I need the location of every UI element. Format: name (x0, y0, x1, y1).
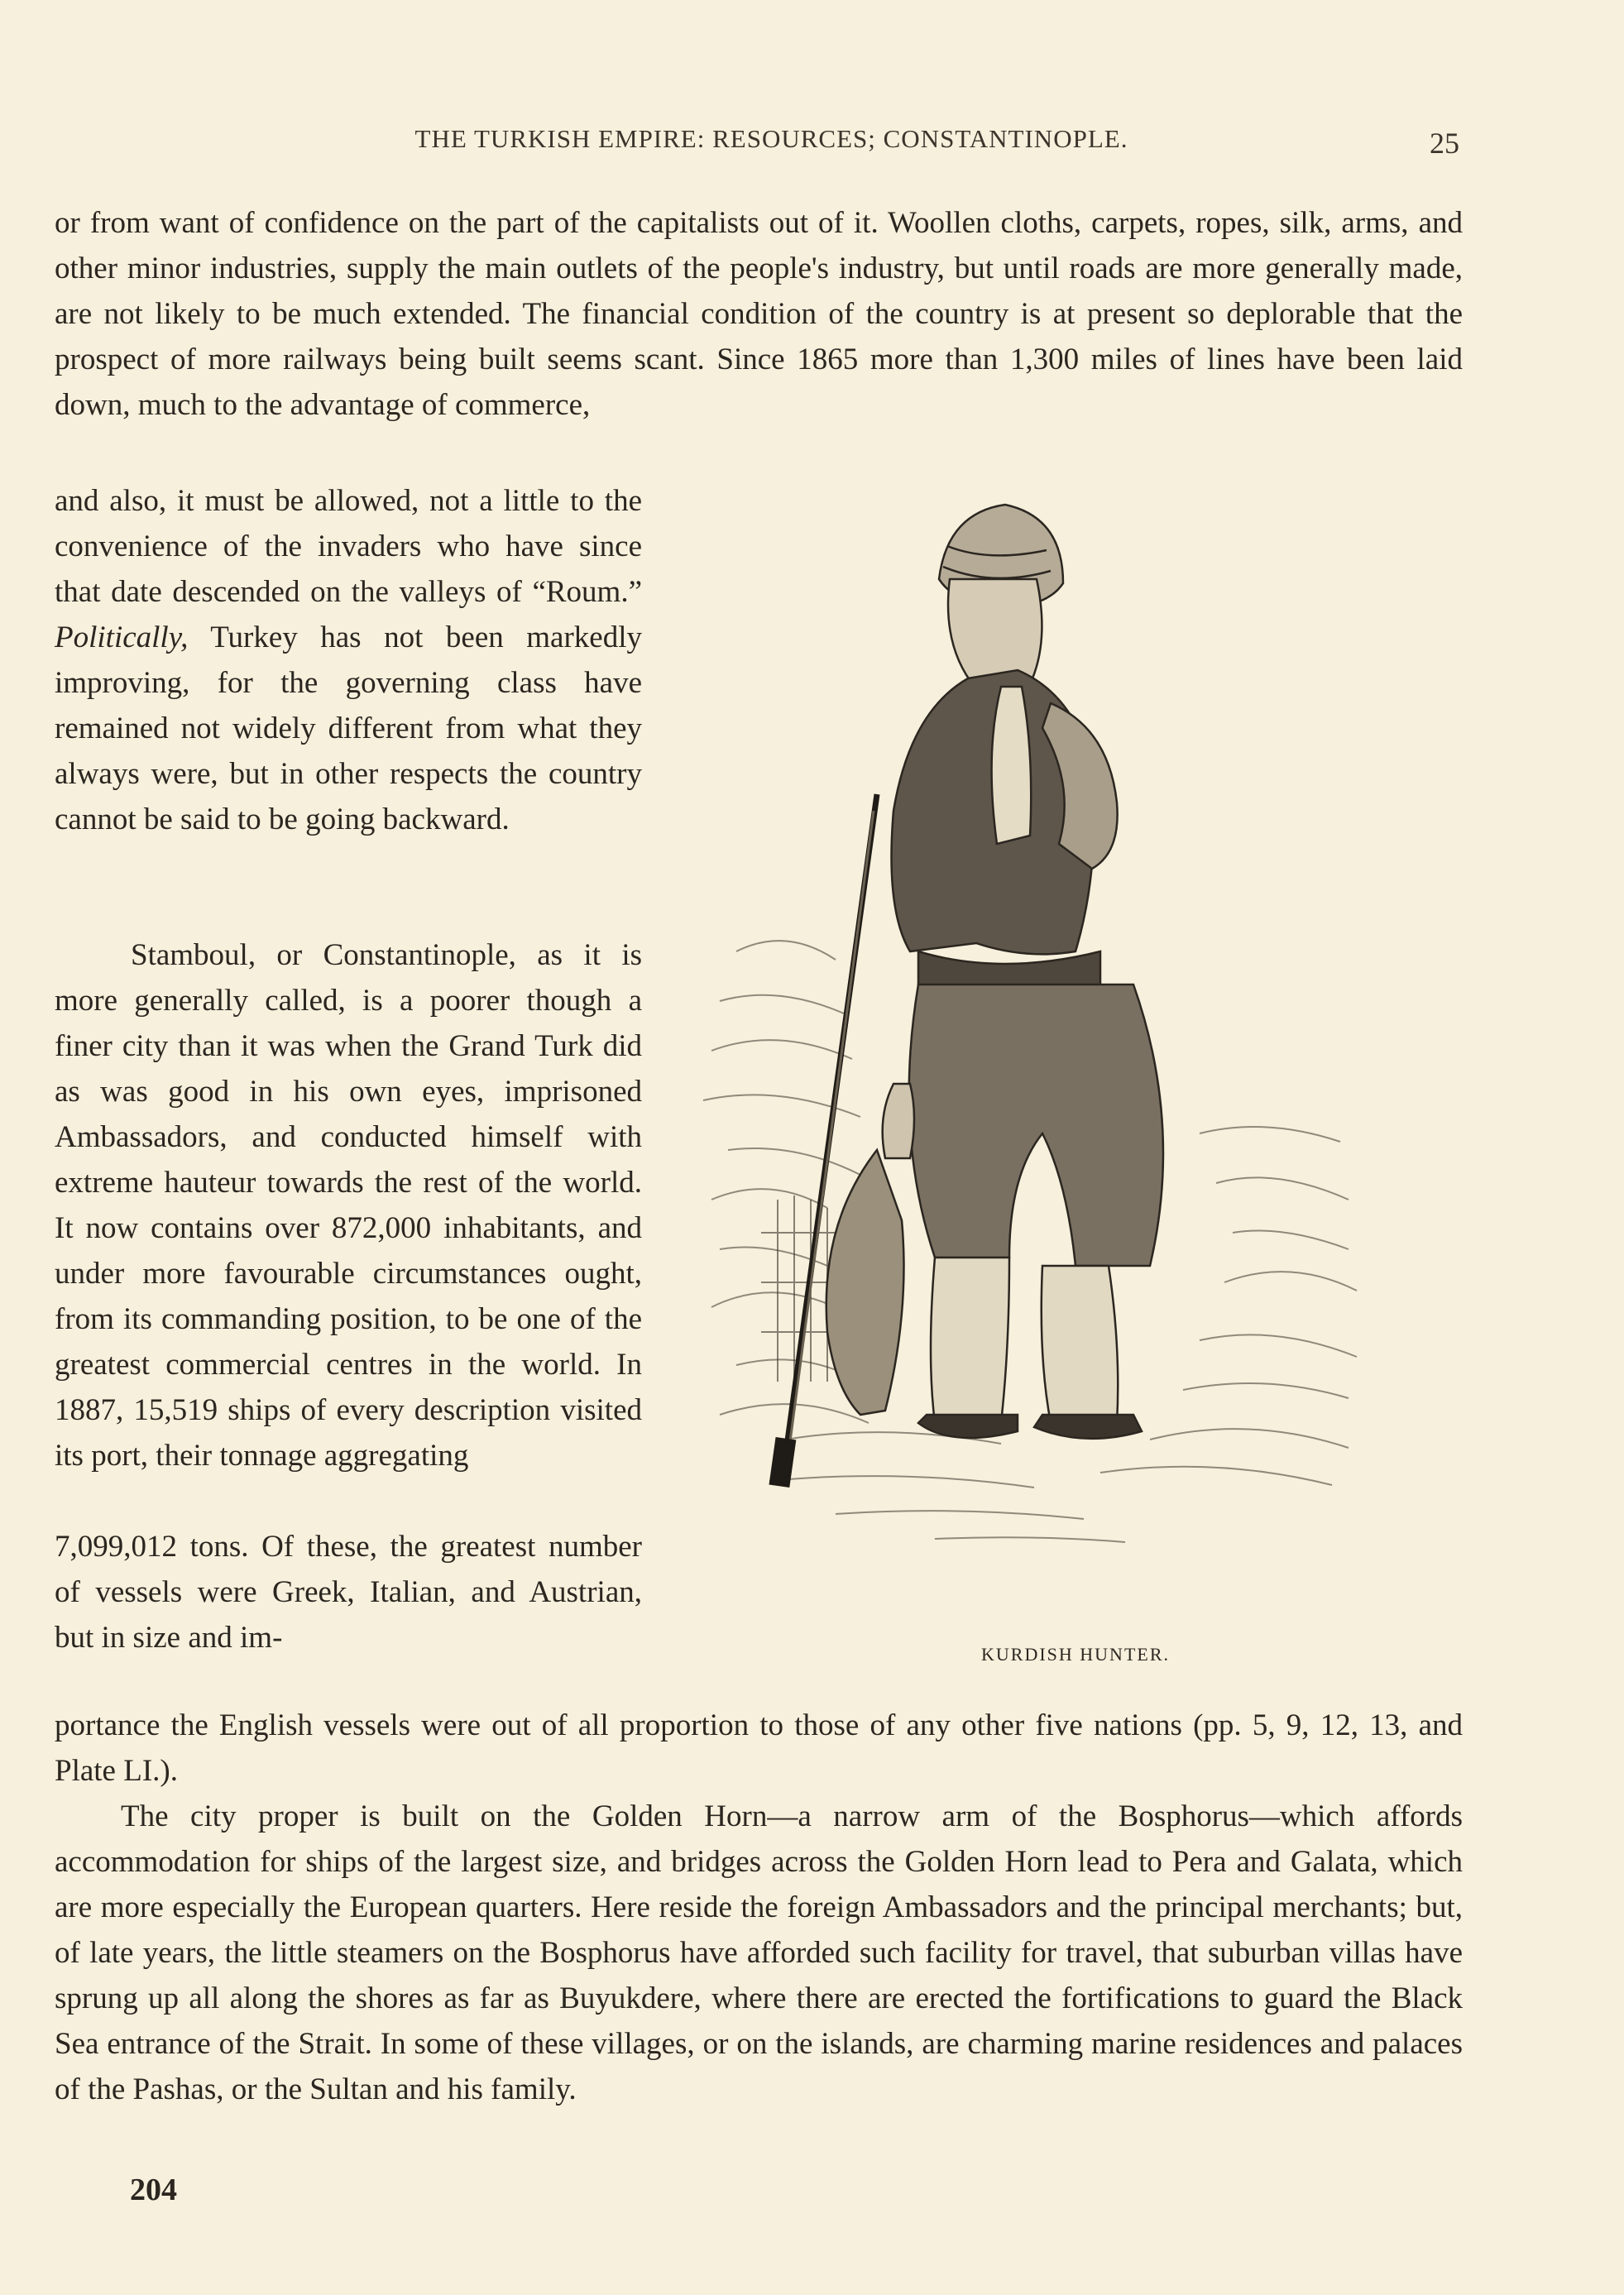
paragraph-3: Stamboul, or Constantinople, as it is more generally called, is a poorer though a finer city than it was when the Grand Turk did as was good in his own eyes, imprisoned Ambassadors, and conducted himself with extreme hauteur towards the rest of the world. It now contains over 872,000 inhabitants, and under more favourable circumstances ought, from its commanding position, to be one of the greatest commercial centres in the world. In 1887, 15,519 ships of every description visited its port, their tonnage aggregating (55, 938, 642, 1473)
figure-caption: KURDISH HUNTER. (981, 1644, 1170, 1665)
paragraph-2-italic: Politically, (55, 620, 189, 654)
page-number-bottom: 204 (130, 2173, 177, 2207)
running-header: THE TURKISH EMPIRE: RESOURCES; CONSTANTINOPLE. (414, 124, 1128, 153)
kurdish-hunter-illustration (687, 488, 1464, 1622)
paragraph-5: The city proper is built on the Golden Horn—a narrow arm of the Bosphorus—which affords accommodation for ships of the largest size, and bridges across the Golden Horn lead to Pera and Galata, which are more especially the European quarters. Here reside the foreign Ambassadors and the principal merchants; but, of late years, the little steamers on the Bosphorus have afforded such facility for travel, that suburban villas have sprung up all along the shores as far as Buyukdere, where there are erected the fortifications to guard the Black Sea entrance of the Strait. In some of these villages, or on the islands, are charming marine residences and palaces of the Pashas, or the Sultan and his family. (55, 1799, 1463, 2106)
paragraph-4: portance the English vessels were out of all proportion to those of any other five nations (pp. 5, 9, 12, 13, and Plate LI.). (55, 1708, 1463, 1788)
page-number-top: 25 (1430, 127, 1459, 160)
paragraph-2 (55, 478, 642, 842)
paragraph-2-text-a: and also, it must be allowed, not a little to the convenience of the invaders who have since that date descended on the valleys of “Roum.” (55, 484, 642, 609)
paragraph-1: or from want of confidence on the part of the capitalists out of it. Woollen cloths, carpets, ropes, silk, arms, and other minor industries, supply the main outlets of the people's industry, but until roads are more generally made, are not likely to be much extended. The financial condition of the country is at present so deplorable that the prospect of more railways being built seems scant. Since 1865 more than 1,300 miles of lines have been laid down, much to the advantage of commerce, (55, 206, 1463, 422)
paragraph-2-text-b: Turkey has not been markedly improving, for the governing class have remained not widely different from what they always were, but in other respects the country cannot be said to be going backward. (55, 620, 642, 836)
paragraph-3-continued: 7,099,012 tons. Of these, the greatest number of vessels were Greek, Italian, and Austrian, but in size and im- (55, 1530, 642, 1655)
